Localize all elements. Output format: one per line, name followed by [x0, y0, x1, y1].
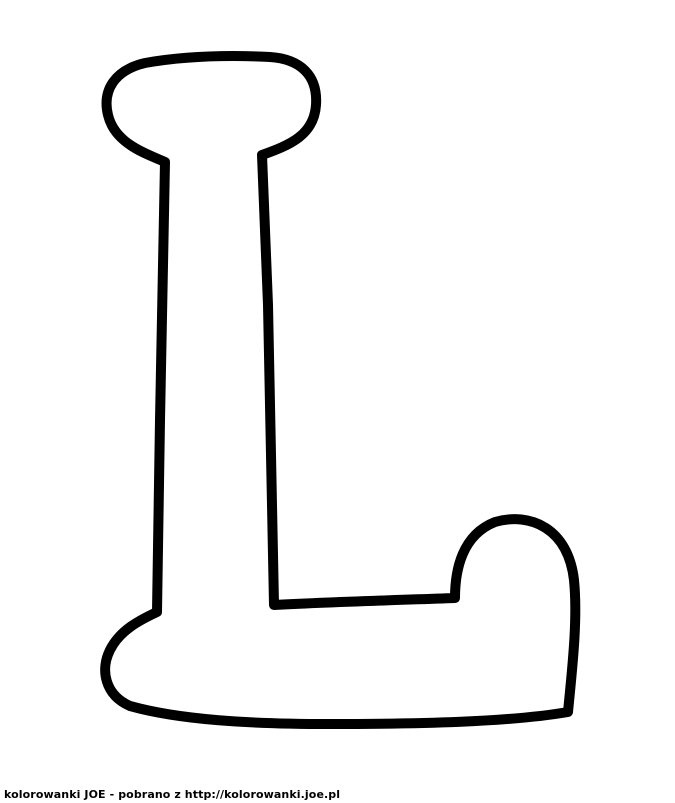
- letter-l-shape: [105, 56, 575, 724]
- footer-credit: kolorowanki JOE - pobrano z http://kolorowanki.joe.pl: [4, 788, 341, 801]
